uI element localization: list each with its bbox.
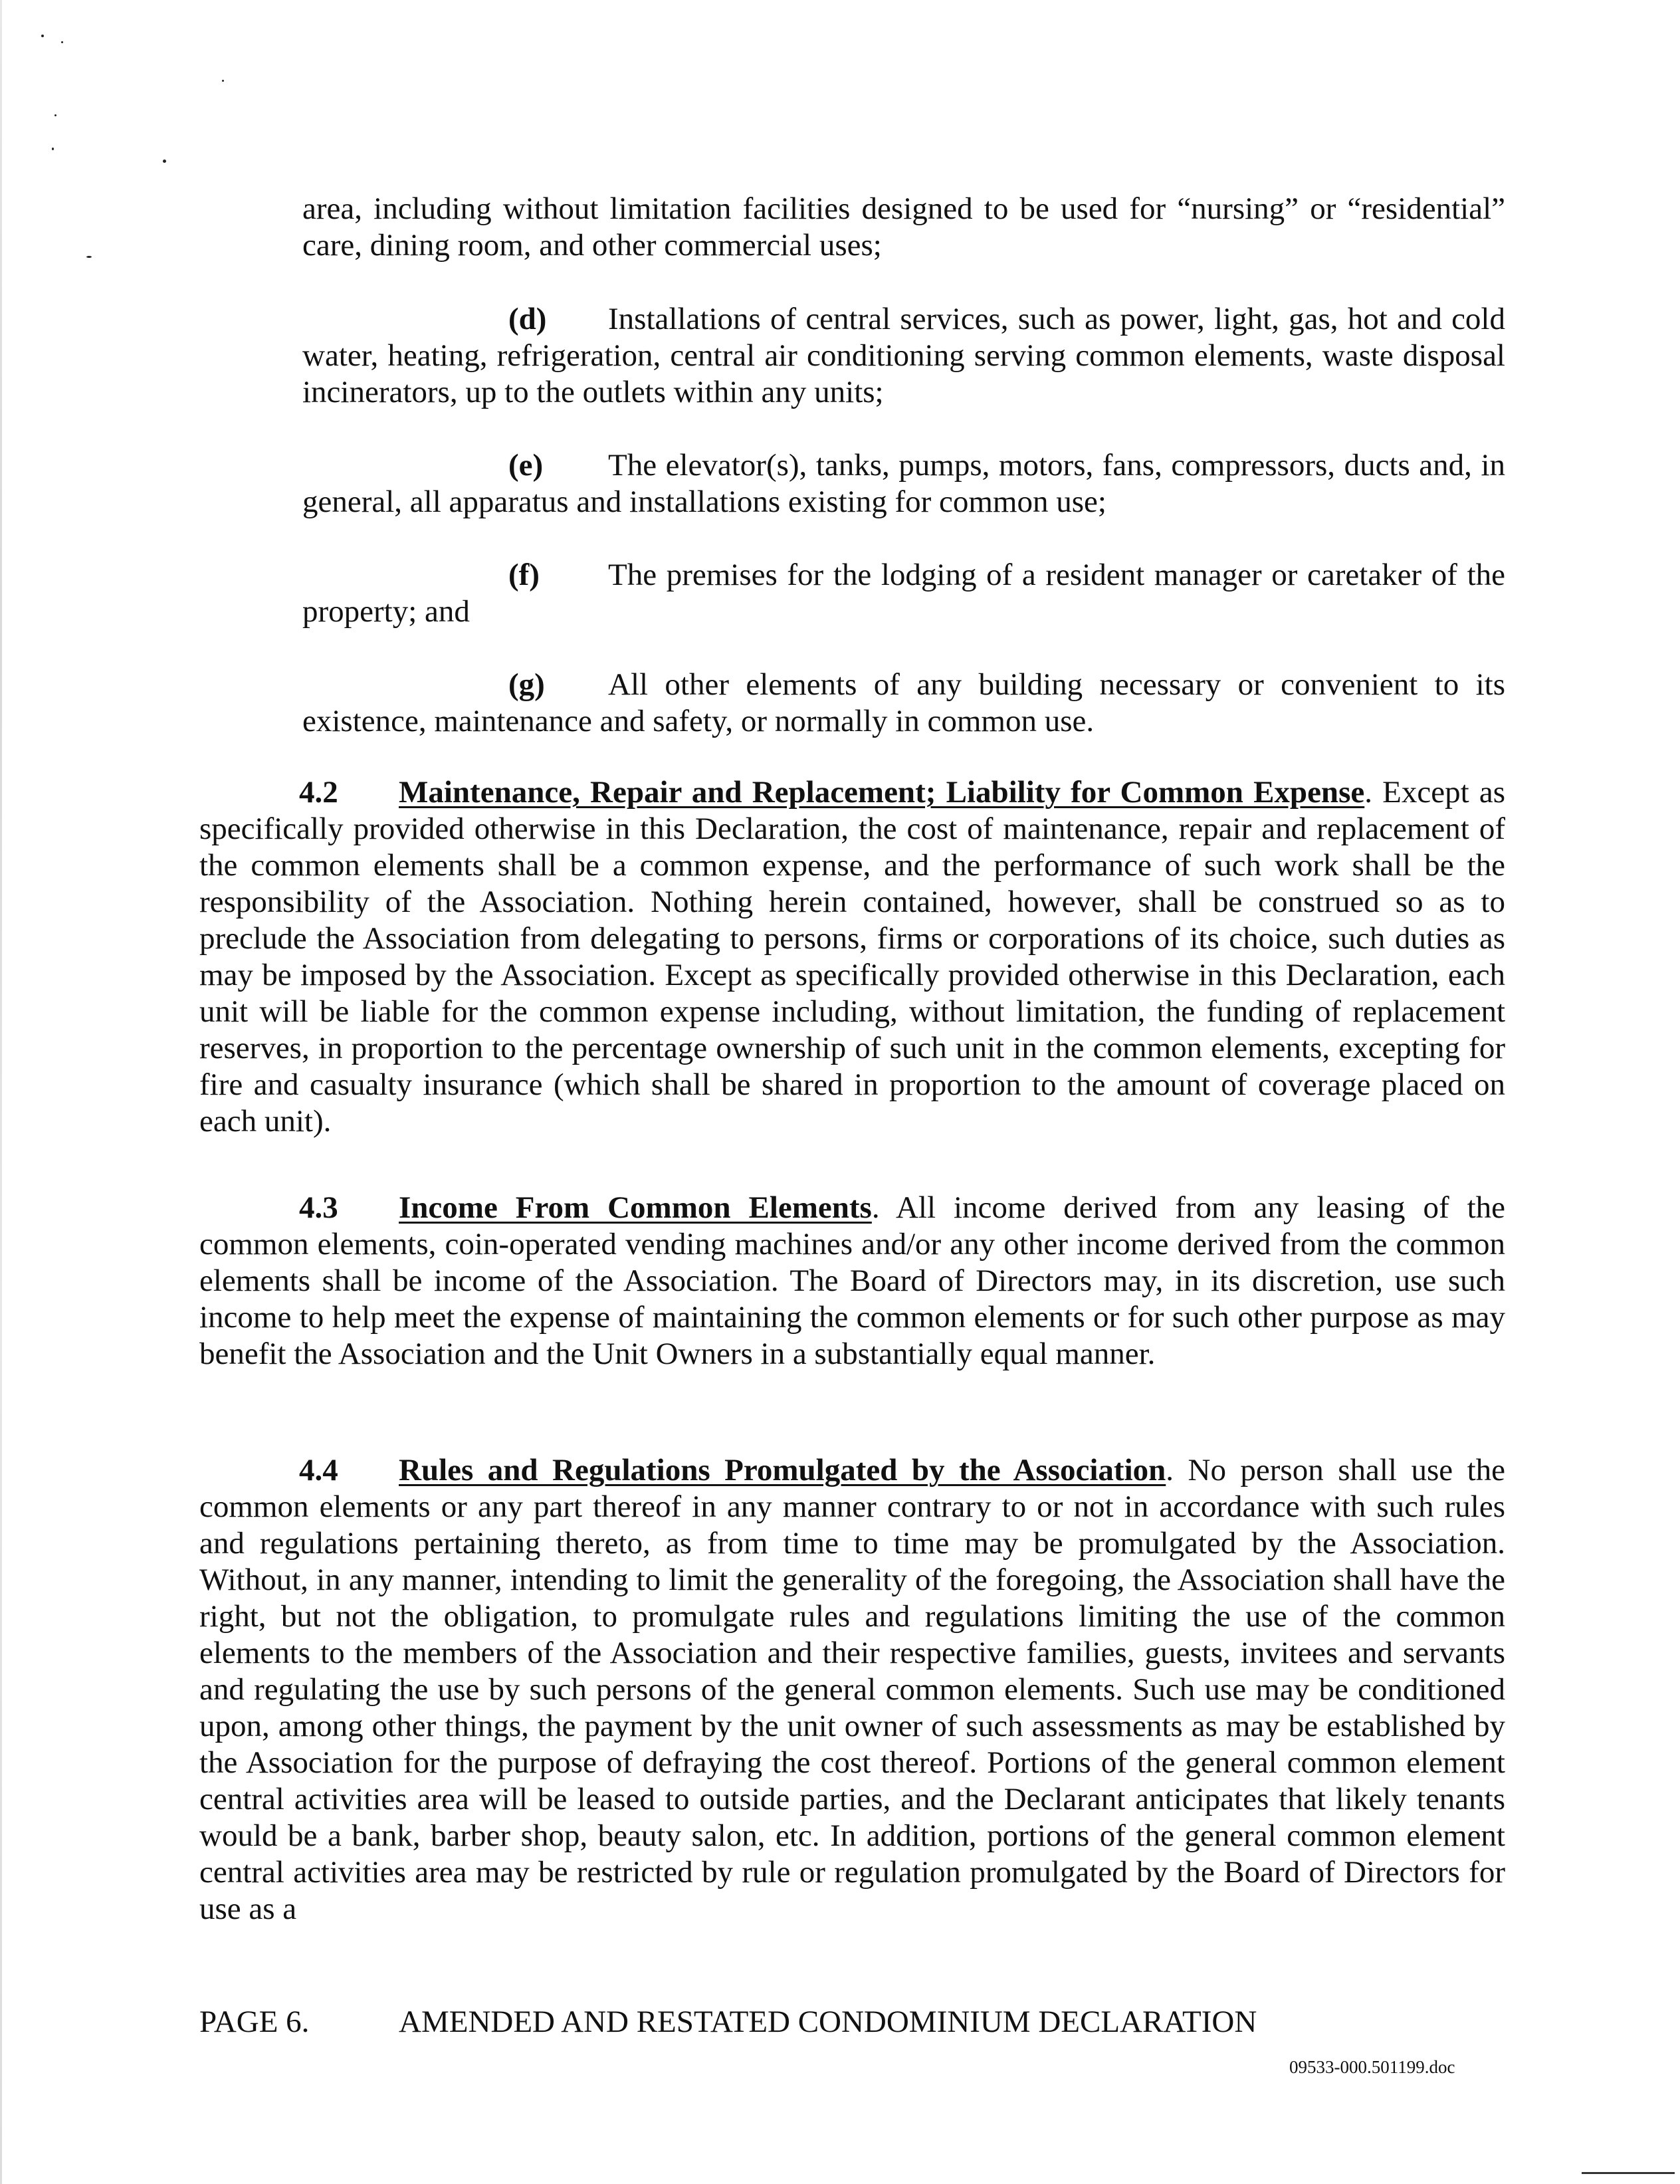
section-4-4-number: 4.4 [299,1453,338,1487]
footer-document-title: AMENDED AND RESTATED CONDOMINIUM DECLARATION [399,2005,1257,2039]
item-e-label: (e) [508,448,544,483]
scan-bottom-mark [1582,2172,1675,2174]
section-4-3-number: 4.3 [299,1190,338,1225]
section-4-2-number: 4.2 [299,775,338,810]
item-f-label: (f) [508,558,540,592]
scan-speck [222,80,224,82]
continuation-paragraph [302,191,1505,264]
section-4-2-title: Maintenance, Repair and Replacement; Liability for Common Expense [399,775,1365,810]
document-id: 09533-000.501199.doc [1289,2057,1455,2077]
item-d-text: Installations of central services, such as power, light, gas, hot and cold water, heating, refrigeration, central air conditioning serving common elements, waste disposal incinerators, up to the outlets within any units; [302,302,1505,409]
item-g-text: All other elements of any building necessary or convenient to its existence, maintenance and safety, or normally in common use. [302,667,1505,738]
page-number: PAGE 6. [199,2005,310,2039]
scan-speck [41,35,44,37]
section-4-4-title: Rules and Regulations Promulgated by the Association [399,1453,1166,1487]
item-f-text: The premises for the lodging of a resident manager or caretaker of the property; and [302,558,1505,629]
section-4-3-title: Income From Common Elements [399,1190,872,1225]
item-e-text: The elevator(s), tanks, pumps, motors, fans, compressors, ducts and, in general, all apparatus and installations existing for common use; [302,448,1505,519]
page-footer [199,2004,1257,2040]
section-4-4-text: . No person shall use the common elements or any part thereof in any manner contrary to or not in accordance with such rules and regulations pertaining thereto, as from time to time may be promulgated by the Association. Without, in any manner, intending to limit the generality of the foregoing, the Association shall have the right, but not the obligation, to promulgate rules and regulations limiting the use of the common elements to the members of the Association and their respective families, guests, invitees and servants and regulating the use by such persons of the general common elements. Such use may be conditioned upon, among other things, the payment by the unit owner of such assessments as may be established by the Association for the purpose of defraying the cost thereof. Portions of the general common element central activities area will be leased to outside parties, and the Declarant anticipates that likely tenants would be a bank, barber shop, beauty salon, etc. In addition, portions of the general common element central activities area may be restricted by rule or regulation promulgated by the Board of Directors for use as a [199,1453,1505,1926]
item-d-label: (d) [508,302,547,336]
item-g-label: (g) [508,667,545,702]
section-4-2-text: . Except as specifically provided otherwise in this Declaration, the cost of maintenance, repair and replacement of the common elements shall be a common expense, and the performance of such work shall be the responsibility of the Association. Nothing herein contained, however, shall be construed so as to preclude the Association from delegating to persons, firms or corporations of its choice, such duties as may be imposed by the Association. Except as specifically provided otherwise in this Declaration, each unit will be liable for the common expense including, without limitation, the funding of replacement reserves, in proportion to the percentage ownership of such unit in the common elements, excepting for fire and casualty insurance (which shall be shared in proportion to the amount of coverage placed on each unit). [199,775,1506,1139]
scan-speck [61,41,63,43]
scan-speck [52,148,54,150]
item-d [302,301,1505,411]
scan-speck [86,256,92,258]
item-g [302,667,1505,740]
scan-speck [54,114,56,116]
section-4-2 [199,774,1505,1140]
section-4-3 [199,1190,1505,1372]
scan-speck [163,160,166,163]
item-e [302,447,1505,520]
continuation-text: area, including without limitation facilities designed to be used for “nursing” or “residential” care, dining room, and other commercial uses; [302,191,1505,263]
scan-edge [0,0,2,2184]
section-4-4 [199,1452,1505,1927]
section-4-3-text: . All income derived from any leasing of the common elements, coin-operated vending machines and/or any other income derived from the common elements shall be income of the Association. The Board of Directors may, in its discretion, use such income to help meet the expense of maintaining the common elements or for such other purpose as may benefit the Association and the Unit Owners in a substantially equal manner. [199,1190,1506,1371]
item-f [302,557,1505,630]
